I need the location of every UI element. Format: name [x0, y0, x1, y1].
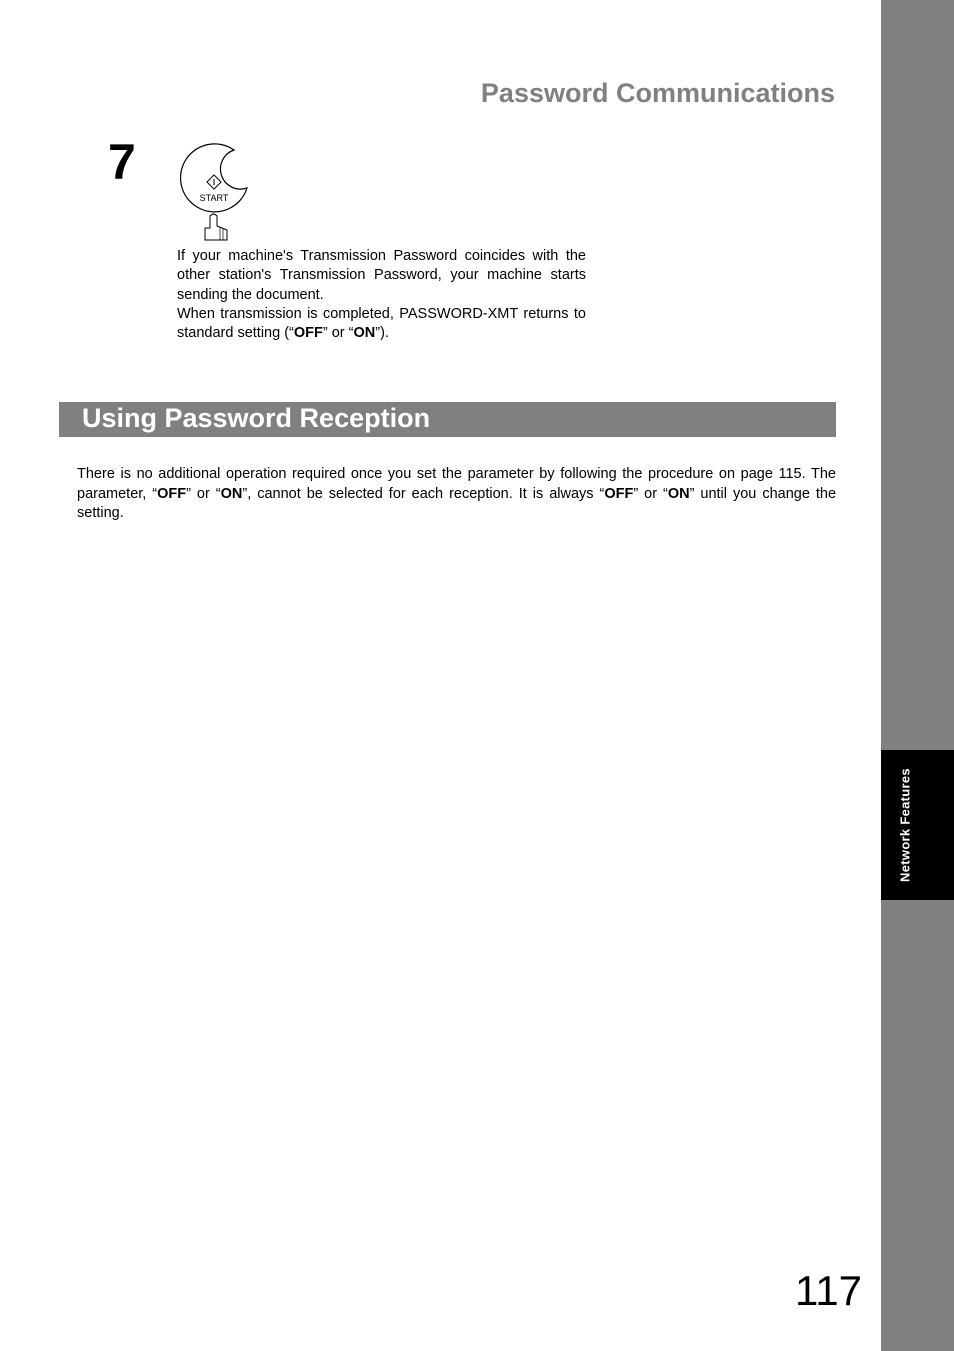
text-run: When transmission is completed, PASSWORD-XMT returns to standard setting (“ [177, 305, 586, 342]
off-value: OFF [604, 485, 634, 502]
text-run: ”, cannot be selected for each reception. It is always “ [242, 485, 605, 502]
side-margin-bar [881, 0, 954, 1351]
step-paragraph-1: If your machine's Transmission Password coincides with the other station's Transmission Password, your machine starts sending the document. [177, 248, 586, 303]
chapter-tab-label: Network Features [897, 768, 913, 882]
page-section-title: Password Communications [480, 78, 835, 108]
section-banner [59, 402, 836, 437]
step-number: 7 [108, 134, 136, 190]
text-run: ”). [375, 325, 389, 342]
on-value: ON [353, 325, 376, 342]
section-title: Using Password Reception [82, 403, 431, 433]
on-value: ON [667, 485, 690, 502]
text-run: There is no additional operation required once you set the parameter by following the procedure on page 115. The parameter, “ [77, 466, 836, 502]
start-button-icon [170, 140, 260, 244]
page-number: 117 [795, 1267, 862, 1314]
text-run: ” until you change the setting. [77, 485, 837, 521]
section-body-text [77, 465, 836, 524]
text-run: ” or “ [322, 325, 354, 342]
off-value: OFF [293, 325, 323, 342]
off-value: OFF [157, 485, 187, 502]
chapter-tab [881, 750, 954, 900]
start-button-label: START [199, 193, 229, 203]
text-run: ” or “ [186, 485, 221, 502]
step-instructions [177, 247, 586, 343]
on-value: ON [220, 485, 243, 502]
step-paragraph-2 [177, 305, 586, 344]
text-run: ” or “ [633, 485, 668, 502]
